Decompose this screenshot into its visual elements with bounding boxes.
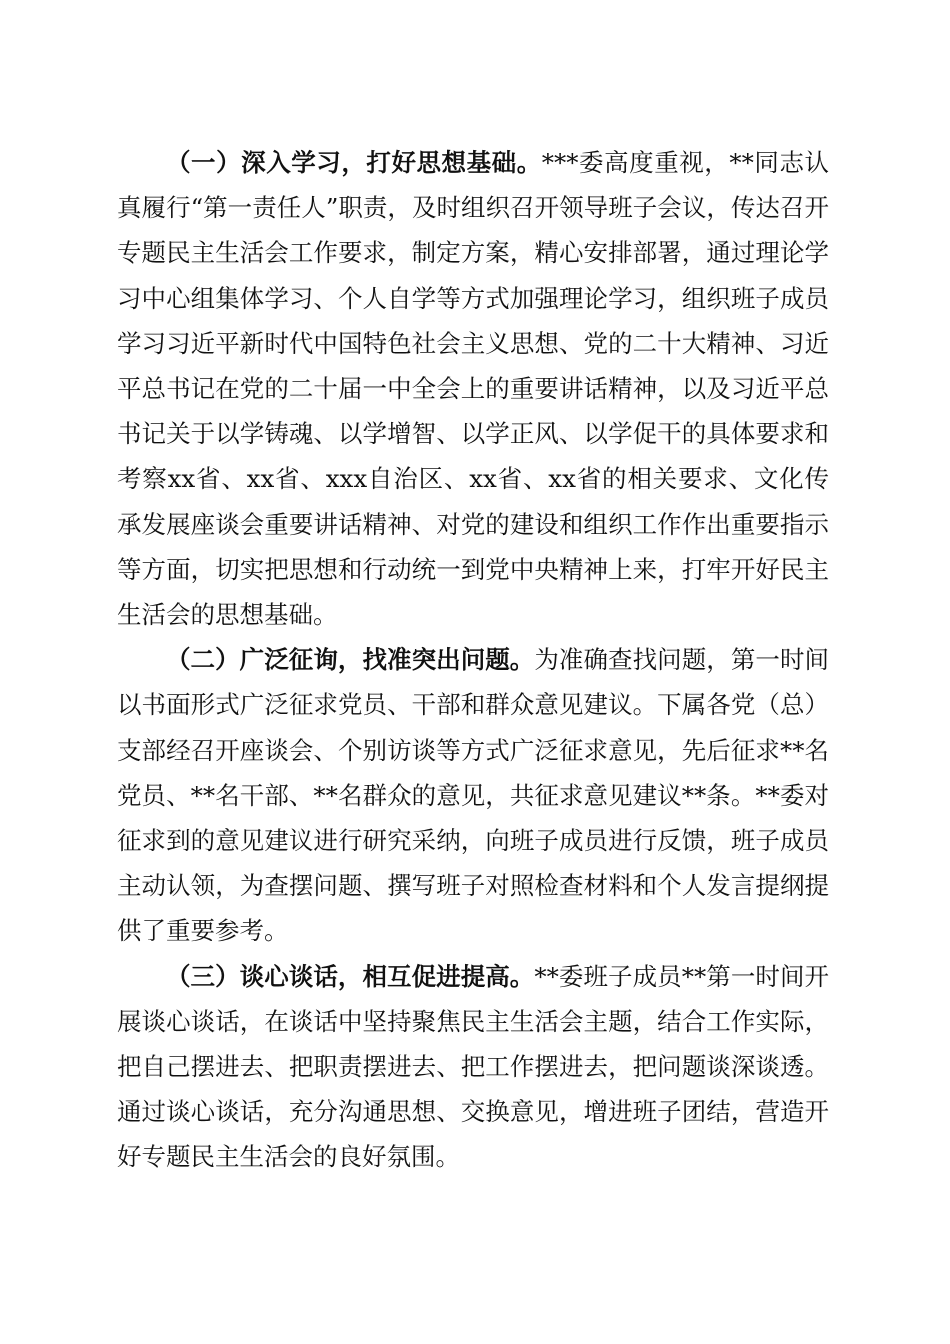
paragraph-text: ***委高度重视，**同志认真履行“第一责任人”职责，及时组织召开领导班子会议，传达召开专题民主生活会工作要求，制定方案，精心安排部署，通过理论学习中心组集体学习、个人自学等方式加强理论学习，组织班子成员学习习近平新时代中国特色社会主义思想、党的二十大精神、习近平总书记在党的二十届一中全会上的重要讲话精神，以及习近平总书记关于以学铸魂、以学增智、以学正风、以学促干的具体要求和考察xx省、xx省、xxx自治区、xx省、xx省的相关要求、文化传承发展座谈会重要讲话精神、对党的建设和组织工作作出重要指示等方面，切实把思想和行动统一到党中央精神上来，打牢开好民主生活会的思想基础。 [117,148,829,630]
paragraph-text: 为准确查找问题，第一时间以书面形式广泛征求党员、干部和群众意见建议。下属各党（总）支部经召开座谈会、个别访谈等方式广泛征求意见，先后征求**名党员、**名干部、**名群众的意见，共征求意见建议**条。**委对征求到的意见建议进行研究采纳，向班子成员进行反馈，班子成员主动认领，为查摆问题、撰写班子对照检查材料和个人发言提纲提供了重要参考。 [117,645,830,946]
document-body [117,140,829,1180]
paragraph-heading: （二）广泛征询，找准突出问题。 [166,645,535,675]
paragraph-heart-to-heart-talks [117,954,829,1180]
paragraph-broad-consultation [117,637,829,953]
paragraph-deep-study [117,140,829,637]
paragraph-heading: （一）深入学习，打好思想基础。 [166,148,542,177]
paragraph-heading: （三）谈心谈话，相互促进提高。 [166,961,535,991]
paragraph-text: **委班子成员**第一时间开展谈心谈话，在谈话中坚持聚焦民主生活会主题，结合工作实际，把自己摆进去、把职责摆进去、把工作摆进去，把问题谈深谈透。通过谈心谈话，充分沟通思想、交换意见，增进班子团结，营造开好专题民主生活会的良好氛围。 [117,961,830,1172]
